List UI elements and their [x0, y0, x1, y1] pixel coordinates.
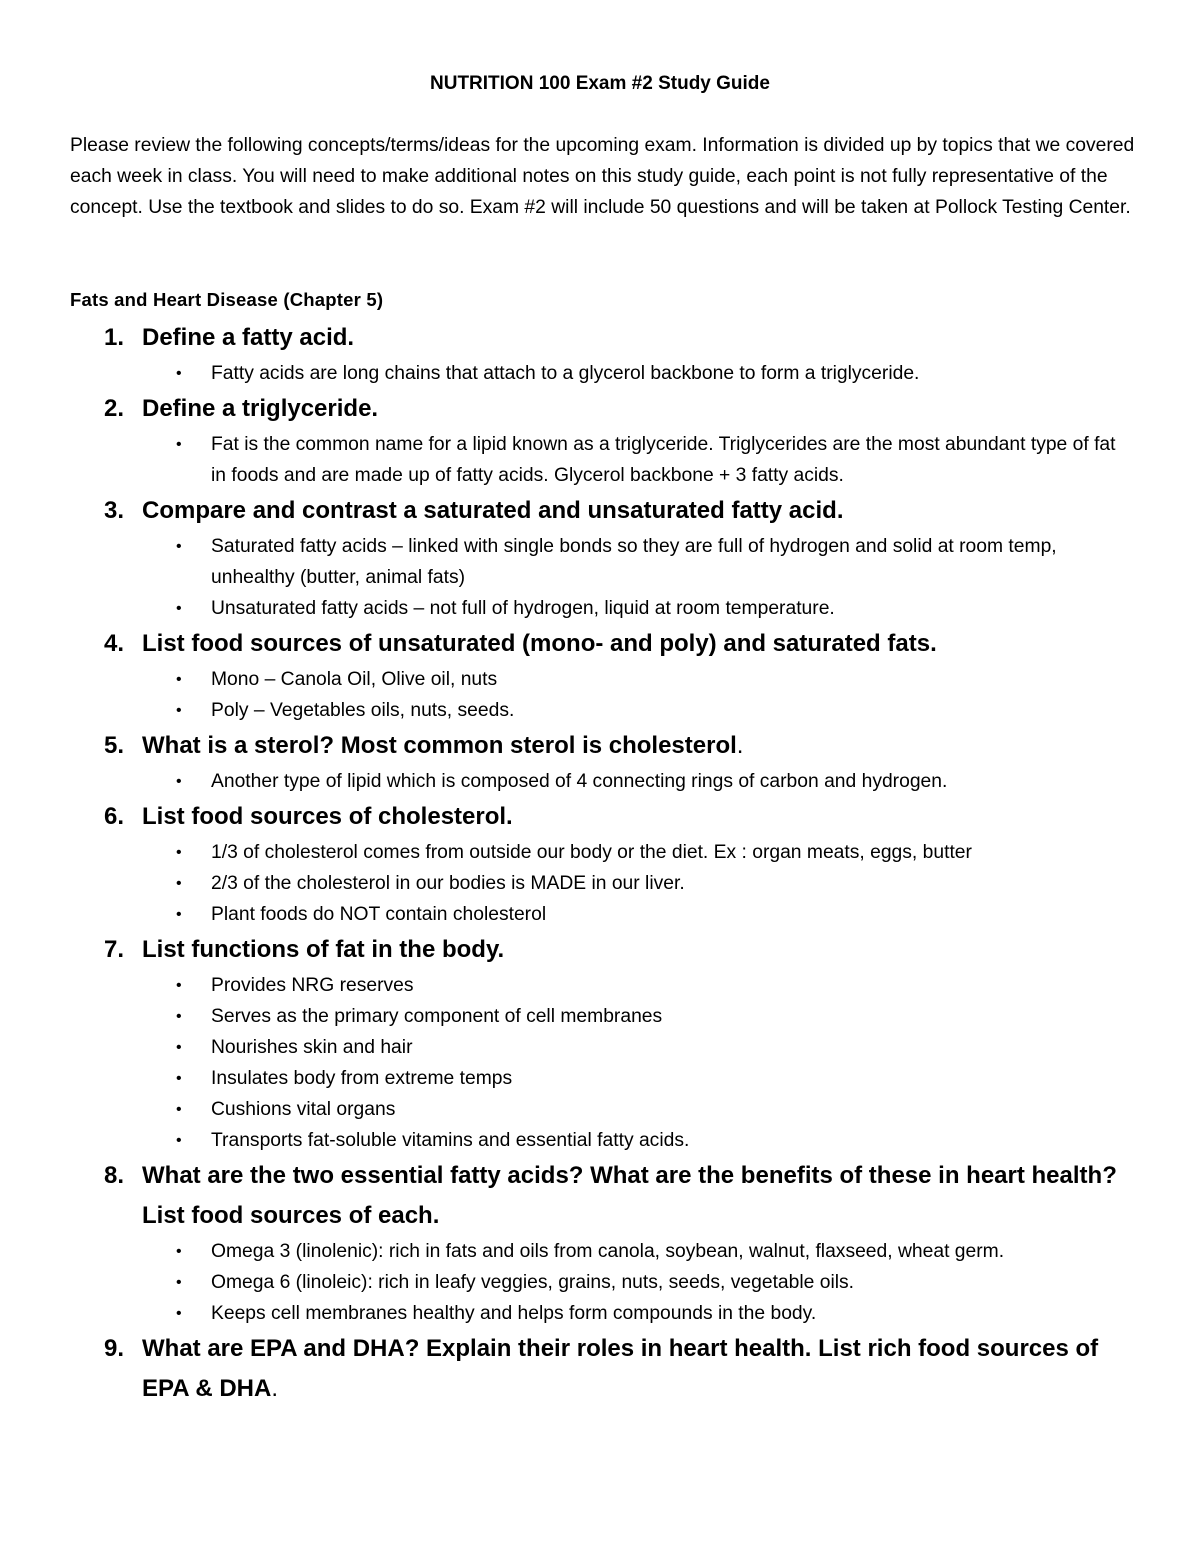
question-text	[142, 726, 1142, 766]
bullet-icon: •	[176, 1101, 182, 1118]
answer-text: Fat is the common name for a lipid known as a triglyceride. Triglycerides are the most abundant type of fat in foods and are made up of fatty acids. Glycerol backbone + 3 fatty acids.	[211, 434, 1116, 486]
question-tail: .	[736, 732, 744, 759]
answer-text: Omega 6 (linoleic): rich in leafy veggies, grains, nuts, seeds, vegetable oils.	[211, 1272, 855, 1293]
answer-list	[0, 837, 1200, 930]
answer-bullet	[176, 1267, 1131, 1298]
bullet-icon: •	[176, 1008, 182, 1025]
answer-bullet	[176, 664, 1131, 695]
page-title: NUTRITION 100 Exam #2 Study Guide	[430, 73, 770, 94]
question-number: 5.	[104, 732, 125, 759]
answer-list	[0, 1236, 1200, 1329]
question-text	[142, 1329, 1142, 1409]
bullet-icon: •	[176, 1243, 182, 1260]
question-item	[0, 624, 1200, 726]
answer-bullet	[176, 1001, 1131, 1032]
answer-list	[0, 429, 1200, 491]
question-number: 4.	[104, 630, 125, 657]
answer-text: Unsaturated fatty acids – not full of hydrogen, liquid at room temperature.	[211, 598, 835, 619]
question-list	[0, 318, 1200, 1409]
answer-text: Plant foods do NOT contain cholesterol	[211, 904, 547, 925]
bullet-icon: •	[176, 436, 182, 453]
answer-bullet	[176, 358, 1131, 389]
answer-text: Poly – Vegetables oils, nuts, seeds.	[211, 700, 515, 721]
answer-bullet	[176, 695, 1131, 726]
question-tail: .	[271, 1375, 279, 1402]
bullet-icon: •	[176, 773, 182, 790]
question-label: List food sources of cholesterol.	[142, 803, 513, 830]
answer-bullet	[176, 970, 1131, 1001]
question-text	[142, 1156, 1142, 1236]
question-label: Define a fatty acid.	[142, 324, 355, 351]
answer-text: Serves as the primary component of cell membranes	[211, 1006, 663, 1027]
question-item	[0, 1329, 1200, 1409]
answer-bullet	[176, 593, 1131, 624]
question-item	[0, 389, 1200, 491]
bullet-icon: •	[176, 1039, 182, 1056]
bullet-icon: •	[176, 1070, 182, 1087]
question-number: 3.	[104, 497, 125, 524]
bullet-icon: •	[176, 538, 182, 555]
bullet-icon: •	[176, 875, 182, 892]
answer-text: Transports fat-soluble vitamins and essential fatty acids.	[211, 1130, 690, 1151]
answer-bullet	[176, 531, 1131, 593]
answer-list	[0, 970, 1200, 1156]
question-text	[142, 930, 1142, 970]
bullet-icon: •	[176, 906, 182, 923]
answer-text: Another type of lipid which is composed of 4 connecting rings of carbon and hydrogen.	[211, 771, 948, 792]
question-number: 1.	[104, 324, 125, 351]
question-item	[0, 930, 1200, 1156]
question-item	[0, 491, 1200, 624]
question-number: 9.	[104, 1335, 125, 1362]
question-item	[0, 797, 1200, 930]
answer-bullet	[176, 1063, 1131, 1094]
answer-bullet	[176, 1125, 1131, 1156]
answer-text: Keeps cell membranes healthy and helps form compounds in the body.	[211, 1303, 817, 1324]
bullet-icon: •	[176, 702, 182, 719]
intro-paragraph: Please review the following concepts/terms/ideas for the upcoming exam. Information is divided up by topics that we covered each week in class. You will need to make additional notes on this study guide, each point is not fully representative of the concept. Use the textbook and slides to do so. Exam #2 will include 50 questions and will be taken at Pollock Testing Center.	[70, 135, 1135, 218]
answer-bullet	[176, 429, 1131, 491]
question-text	[142, 797, 1142, 837]
answer-list	[0, 358, 1200, 389]
question-text	[142, 318, 1142, 358]
question-label: Define a triglyceride.	[142, 395, 379, 422]
answer-text: Mono – Canola Oil, Olive oil, nuts	[211, 669, 498, 690]
question-label: List functions of fat in the body.	[142, 936, 505, 963]
question-number: 7.	[104, 936, 125, 963]
answer-text: Fatty acids are long chains that attach to a glycerol backbone to form a triglyceride.	[211, 363, 920, 384]
answer-list	[0, 766, 1200, 797]
answer-text: Nourishes skin and hair	[211, 1037, 413, 1058]
answer-text: Provides NRG reserves	[211, 975, 414, 996]
answer-bullet	[176, 1236, 1131, 1267]
answer-bullet	[176, 868, 1131, 899]
answer-list	[0, 531, 1200, 624]
question-text	[142, 491, 1142, 531]
question-number: 2.	[104, 395, 125, 422]
question-label: List food sources of unsaturated (mono- and poly) and saturated fats.	[142, 630, 937, 657]
question-text	[142, 389, 1142, 429]
question-label: Compare and contrast a saturated and unsaturated fatty acid.	[142, 497, 844, 524]
answer-text: Insulates body from extreme temps	[211, 1068, 513, 1089]
question-item	[0, 726, 1200, 797]
bullet-icon: •	[176, 671, 182, 688]
question-label: What are EPA and DHA? Explain their roles in heart health. List rich food sources of EPA & DHA	[142, 1335, 1099, 1402]
question-text	[142, 624, 1142, 664]
bullet-icon: •	[176, 1132, 182, 1149]
bullet-icon: •	[176, 844, 182, 861]
section-heading: Fats and Heart Disease (Chapter 5)	[70, 289, 384, 310]
answer-bullet	[176, 1094, 1131, 1125]
answer-bullet	[176, 899, 1131, 930]
bullet-icon: •	[176, 1274, 182, 1291]
answer-text: 2/3 of the cholesterol in our bodies is MADE in our liver.	[211, 873, 685, 894]
bullet-icon: •	[176, 600, 182, 617]
question-item	[0, 1156, 1200, 1329]
question-number: 8.	[104, 1162, 125, 1189]
question-number: 6.	[104, 803, 125, 830]
answer-text: Saturated fatty acids – linked with single bonds so they are full of hydrogen and solid at room temp, unhealthy (butter, animal fats)	[211, 536, 1057, 588]
answer-text: Omega 3 (linolenic): rich in fats and oils from canola, soybean, walnut, flaxseed, wheat germ.	[211, 1241, 1005, 1262]
answer-bullet	[176, 1298, 1131, 1329]
answer-text: 1/3 of cholesterol comes from outside our body or the diet. Ex : organ meats, eggs, butter	[211, 842, 972, 863]
bullet-icon: •	[176, 365, 182, 382]
answer-text: Cushions vital organs	[211, 1099, 396, 1120]
bullet-icon: •	[176, 1305, 182, 1322]
question-item	[0, 318, 1200, 389]
answer-list	[0, 664, 1200, 726]
question-label: What are the two essential fatty acids? What are the benefits of these in heart health? List food sources of each.	[142, 1162, 1117, 1229]
answer-bullet	[176, 1032, 1131, 1063]
answer-bullet	[176, 766, 1131, 797]
answer-bullet	[176, 837, 1131, 868]
bullet-icon: •	[176, 977, 182, 994]
question-label: What is a sterol? Most common sterol is cholesterol	[142, 732, 737, 759]
